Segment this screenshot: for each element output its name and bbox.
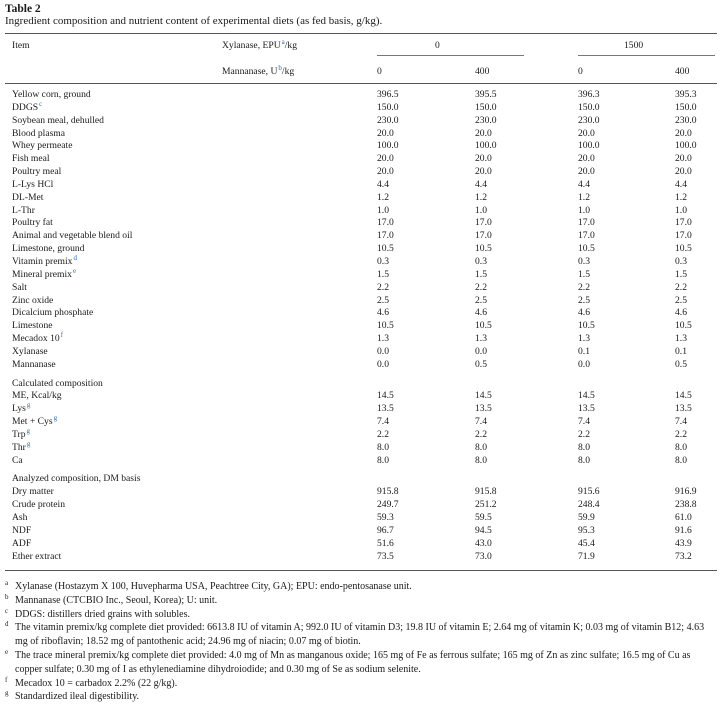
header-mannanase-level: 0 xyxy=(377,66,382,77)
row-label-text: Crude protein xyxy=(12,499,66,511)
cell-value: 45.4 xyxy=(578,537,595,549)
table-row xyxy=(0,455,722,468)
cell-value: 17.0 xyxy=(675,230,692,242)
footnote-ref: f xyxy=(60,330,64,339)
cell-value: 1.0 xyxy=(475,204,487,216)
cell-value: 1.5 xyxy=(578,268,590,280)
footnotes xyxy=(5,580,717,704)
cell-value: 249.7 xyxy=(377,499,399,511)
cell-value: 8.0 xyxy=(475,441,487,453)
cell-value: 20.0 xyxy=(377,153,394,165)
cell-value: 17.0 xyxy=(475,217,492,229)
cell-value: 915.8 xyxy=(475,486,497,498)
cell-value: 1.3 xyxy=(578,333,590,345)
section-title: Analyzed composition, DM basis xyxy=(12,473,141,485)
cell-value: 2.2 xyxy=(578,281,590,293)
footnote-ref: g xyxy=(26,426,31,435)
row-label-text: ME, Kcal/kg xyxy=(12,390,62,402)
cell-value: 17.0 xyxy=(578,230,595,242)
cell-value: 4.6 xyxy=(578,307,590,319)
footnote-mark: b xyxy=(5,592,9,601)
cell-value: 2.5 xyxy=(377,294,389,306)
cell-value: 20.0 xyxy=(675,153,692,165)
cell-value: 915.6 xyxy=(578,486,600,498)
cell-value: 2.2 xyxy=(675,428,687,440)
footnote-text: DDGS: distillers dried grains with solubles. xyxy=(15,608,190,620)
cell-value: 150.0 xyxy=(475,101,497,113)
table-row xyxy=(0,192,722,205)
row-label xyxy=(12,538,32,551)
cell-value: 100.0 xyxy=(675,140,697,152)
table-row xyxy=(0,346,722,359)
footnote-ref: g xyxy=(26,401,31,410)
cell-value: 0.0 xyxy=(377,345,389,357)
table-row xyxy=(0,253,722,269)
cell-value: 7.4 xyxy=(377,416,389,428)
row-label-text: Lys xyxy=(12,403,26,415)
table-row xyxy=(0,99,722,115)
cell-value: 230.0 xyxy=(377,114,399,126)
row-label xyxy=(12,346,49,359)
footnote xyxy=(5,677,717,691)
cell-value: 0.0 xyxy=(578,358,590,370)
footnote-text: The trace mineral premix/kg complete diet provided: 4.0 mg of Mn as manganous oxide; 165 mg of Fe as ferrous sulfate; 165 mg of Zn as zinc sulfate; 16.5 mg of Cu as copper sulfate; 0.30 mg of I as ethylenediamine dihydroiodide; and 0.30 mg of Se as sodium selenite. xyxy=(15,649,691,675)
row-label-text: Met + Cys xyxy=(12,416,53,428)
cell-value: 396.3 xyxy=(578,89,600,100)
header-mannanase-level: 400 xyxy=(475,66,490,77)
footnote-mark: f xyxy=(5,675,8,684)
table-number: Table 2 xyxy=(5,3,41,15)
header-xylanase-level-0: 0 xyxy=(435,40,440,51)
row-label xyxy=(12,253,77,269)
cell-value: 4.4 xyxy=(675,178,687,190)
cell-value: 230.0 xyxy=(475,114,497,126)
row-label-text: Ash xyxy=(12,512,28,523)
cell-value: 8.0 xyxy=(578,454,590,466)
table-row xyxy=(0,538,722,551)
section-title: Calculated composition xyxy=(12,377,103,389)
cell-value: 2.5 xyxy=(578,294,590,306)
footnote-text: Mannanase (CTCBIO Inc., Seoul, Korea); U: unit. xyxy=(15,594,218,606)
cell-value: 0.3 xyxy=(578,255,590,267)
header-mannanase xyxy=(222,63,295,77)
cell-value: 13.5 xyxy=(475,403,492,415)
cell-value: 100.0 xyxy=(475,140,497,152)
cell-value: 1.0 xyxy=(675,204,687,216)
row-label xyxy=(12,525,32,538)
cell-value: 150.0 xyxy=(377,101,399,113)
cell-value: 8.0 xyxy=(475,454,487,466)
cell-value: 7.4 xyxy=(675,416,687,428)
row-label xyxy=(12,205,36,218)
cell-value: 10.5 xyxy=(675,320,692,332)
section-analyzed xyxy=(0,473,722,486)
cell-value: 59.9 xyxy=(578,512,595,523)
cell-value: 13.5 xyxy=(377,403,394,415)
cell-value: 1.3 xyxy=(377,333,389,345)
row-label-text: Limestone, ground xyxy=(12,243,85,255)
row-label xyxy=(12,140,73,153)
cell-value: 43.0 xyxy=(475,537,492,549)
cell-value: 20.0 xyxy=(377,166,394,178)
table-row xyxy=(0,413,722,429)
cell-value: 4.4 xyxy=(377,178,389,190)
header-xylanase xyxy=(222,37,297,51)
header-bottom-rule xyxy=(5,83,717,84)
table-row xyxy=(0,153,722,166)
cell-value: 10.5 xyxy=(377,320,394,332)
cell-value: 0.0 xyxy=(475,345,487,357)
cell-value: 2.2 xyxy=(377,281,389,293)
header-mannanase-sup: b xyxy=(278,63,282,72)
row-label xyxy=(12,166,62,179)
header-mannanase-unit: /kg xyxy=(281,66,295,77)
calculated-rows xyxy=(0,390,722,467)
header-subrule-left xyxy=(377,55,524,56)
row-label-text: Xylanase xyxy=(12,345,48,357)
cell-value: 43.9 xyxy=(675,537,692,549)
table-row xyxy=(0,390,722,403)
footnote-mark: e xyxy=(5,647,9,656)
cell-value: 2.2 xyxy=(475,281,487,293)
cell-value: 96.7 xyxy=(377,524,394,536)
table-row xyxy=(0,128,722,141)
cell-value: 150.0 xyxy=(578,101,600,113)
row-label-text: Whey permeate xyxy=(12,140,73,152)
table-row xyxy=(0,205,722,218)
cell-value: 7.4 xyxy=(475,416,487,428)
table-top-rule xyxy=(5,33,717,34)
row-label-text: Dry matter xyxy=(12,486,54,498)
table-row xyxy=(0,525,722,538)
cell-value: 14.5 xyxy=(377,390,394,402)
cell-value: 94.5 xyxy=(475,524,492,536)
cell-value: 20.0 xyxy=(475,166,492,178)
cell-value: 4.4 xyxy=(578,178,590,190)
row-label xyxy=(12,551,62,564)
cell-value: 0.1 xyxy=(675,345,687,357)
cell-value: 14.5 xyxy=(675,390,692,402)
row-label xyxy=(12,403,30,416)
row-label-text: Mannanase xyxy=(12,358,56,370)
cell-value: 251.2 xyxy=(475,499,497,511)
cell-value: 230.0 xyxy=(578,114,600,126)
footnote-mark: d xyxy=(5,620,9,629)
row-label xyxy=(12,439,31,455)
row-label-text: Poultry meal xyxy=(12,166,62,178)
cell-value: 20.0 xyxy=(578,166,595,178)
row-label-text: Mineral premix xyxy=(12,268,72,280)
row-label-text: Zinc oxide xyxy=(12,294,54,306)
row-label-text: Soybean meal, dehulled xyxy=(12,114,104,126)
cell-value: 2.2 xyxy=(377,428,389,440)
row-label-text: ADF xyxy=(12,537,32,549)
row-label xyxy=(12,115,105,128)
cell-value: 0.5 xyxy=(475,358,487,370)
cell-value: 0.3 xyxy=(675,255,687,267)
cell-value: 4.6 xyxy=(475,307,487,319)
row-label xyxy=(12,512,28,525)
cell-value: 51.6 xyxy=(377,537,394,549)
row-label-text: Ca xyxy=(12,454,23,466)
row-label-text: DL-Met xyxy=(12,191,44,203)
cell-value: 1.2 xyxy=(578,191,590,203)
cell-value: 1.2 xyxy=(377,191,389,203)
row-label xyxy=(12,266,77,282)
footnote xyxy=(5,594,717,608)
cell-value: 395.3 xyxy=(675,89,697,100)
table-row xyxy=(0,295,722,308)
cell-value: 17.0 xyxy=(475,230,492,242)
row-label-text: Dicalcium phosphate xyxy=(12,307,94,319)
cell-value: 1.5 xyxy=(475,268,487,280)
footnote-ref: d xyxy=(73,253,77,262)
row-label xyxy=(12,413,58,429)
row-label xyxy=(12,330,64,346)
table-row xyxy=(0,512,722,525)
cell-value: 59.3 xyxy=(377,512,394,523)
table-row xyxy=(0,486,722,499)
cell-value: 4.6 xyxy=(377,307,389,319)
row-label xyxy=(12,89,92,102)
cell-value: 8.0 xyxy=(675,454,687,466)
row-label-text: L-Lys HCl xyxy=(12,178,54,190)
cell-value: 14.5 xyxy=(475,390,492,402)
cell-value: 0.3 xyxy=(475,255,487,267)
table-row xyxy=(0,330,722,346)
table-row xyxy=(0,217,722,230)
row-label-text: Mecadox 10 xyxy=(12,333,60,345)
cell-value: 2.2 xyxy=(675,281,687,293)
table-row xyxy=(0,243,722,256)
cell-value: 8.0 xyxy=(578,441,590,453)
cell-value: 20.0 xyxy=(675,166,692,178)
footnote-text: Mecadox 10 = carbadox 2.2% (22 g/kg). xyxy=(15,677,178,689)
row-label-text: Salt xyxy=(12,281,27,293)
cell-value: 71.9 xyxy=(578,550,595,562)
cell-value: 17.0 xyxy=(675,217,692,229)
cell-value: 20.0 xyxy=(475,127,492,139)
cell-value: 2.5 xyxy=(675,294,687,306)
row-label xyxy=(12,230,133,243)
header-xylanase-level-1500: 1500 xyxy=(624,40,644,51)
cell-value: 1.5 xyxy=(675,268,687,280)
header-xylanase-sup: a xyxy=(281,37,285,46)
cell-value: 20.0 xyxy=(475,153,492,165)
cell-value: 91.6 xyxy=(675,524,692,536)
cell-value: 916.9 xyxy=(675,486,697,498)
footnote-ref: e xyxy=(72,266,77,275)
cell-value: 1.2 xyxy=(675,191,687,203)
header-xylanase-unit: /kg xyxy=(284,40,297,51)
table-row xyxy=(0,499,722,512)
cell-value: 7.4 xyxy=(578,416,590,428)
row-label-text: Vitamin premix xyxy=(12,255,73,267)
cell-value: 8.0 xyxy=(675,441,687,453)
row-label xyxy=(12,390,63,403)
cell-value: 20.0 xyxy=(675,127,692,139)
row-label xyxy=(12,307,94,320)
cell-value: 13.5 xyxy=(578,403,595,415)
cell-value: 238.8 xyxy=(675,499,697,511)
row-label-text: NDF xyxy=(12,524,32,536)
cell-value: 1.5 xyxy=(377,268,389,280)
cell-value: 395.5 xyxy=(475,89,497,100)
cell-value: 8.0 xyxy=(377,454,389,466)
cell-value: 10.5 xyxy=(475,243,492,255)
ingredient-rows xyxy=(0,89,722,372)
footnote-mark: g xyxy=(5,689,9,698)
footnote-text: Xylanase (Hostazym X 100, Huvepharma USA, Peachtree City, GA); EPU: endo-pentosanase unit. xyxy=(15,581,412,592)
row-label-text: Blood plasma xyxy=(12,127,66,139)
footnote-ref: c xyxy=(39,99,43,108)
cell-value: 10.5 xyxy=(675,243,692,255)
cell-value: 17.0 xyxy=(578,217,595,229)
footnote xyxy=(5,690,717,704)
cell-value: 13.5 xyxy=(675,403,692,415)
cell-value: 2.2 xyxy=(475,428,487,440)
row-label xyxy=(12,486,55,499)
row-label-text: Trp xyxy=(12,428,26,440)
footnote-ref: g xyxy=(53,413,58,422)
row-label xyxy=(12,295,54,308)
cell-value: 10.5 xyxy=(377,243,394,255)
cell-value: 4.4 xyxy=(475,178,487,190)
header-subrule-right xyxy=(578,55,715,56)
header-mannanase-level: 400 xyxy=(675,66,690,77)
cell-value: 2.5 xyxy=(475,294,487,306)
cell-value: 1.3 xyxy=(675,333,687,345)
row-label xyxy=(12,99,43,115)
cell-value: 59.5 xyxy=(475,512,492,523)
footnote xyxy=(5,621,717,649)
cell-value: 1.3 xyxy=(475,333,487,345)
table-row xyxy=(0,166,722,179)
header-mannanase-label: Mannanase, U xyxy=(222,66,278,77)
cell-value: 0.3 xyxy=(377,255,389,267)
table-row xyxy=(0,307,722,320)
footnote-ref: g xyxy=(26,439,31,448)
table-row xyxy=(0,426,722,442)
table-row xyxy=(0,320,722,333)
cell-value: 396.5 xyxy=(377,89,399,100)
row-label xyxy=(12,192,44,205)
table-bottom-rule xyxy=(5,570,717,571)
cell-value: 1.2 xyxy=(475,191,487,203)
cell-value: 20.0 xyxy=(578,127,595,139)
row-label-text: DDGS xyxy=(12,101,39,113)
table-body xyxy=(0,89,722,563)
cell-value: 4.6 xyxy=(675,307,687,319)
table-row xyxy=(0,266,722,282)
row-label xyxy=(12,128,66,141)
footnote xyxy=(5,608,717,622)
table-row xyxy=(0,551,722,564)
row-label xyxy=(12,179,54,192)
table-row xyxy=(0,115,722,128)
footnote-text: Standardized ileal digestibility. xyxy=(15,691,140,703)
row-label xyxy=(12,499,66,512)
cell-value: 0.1 xyxy=(578,345,590,357)
cell-value: 95.3 xyxy=(578,524,595,536)
cell-value: 10.5 xyxy=(475,320,492,332)
row-label xyxy=(12,359,57,372)
row-label xyxy=(12,282,28,295)
cell-value: 73.5 xyxy=(377,550,394,562)
table-row xyxy=(0,179,722,192)
footnote xyxy=(5,580,717,594)
row-label-text: Thr xyxy=(12,441,26,453)
cell-value: 150.0 xyxy=(675,101,697,113)
footnote-text: The vitamin premix/kg complete diet provided: 6613.8 IU of vitamin A; 992.0 IU of vitamin D3; 19.8 IU of vitamin E; 2.64 mg of vitamin K; 0.03 mg of vitamin B12; 4.63 mg of riboflavin; 18.52 mg of pantothenic acid; 24.96 mg of niacin; 0.07 mg of biotin. xyxy=(15,622,705,648)
cell-value: 10.5 xyxy=(578,320,595,332)
cell-value: 1.0 xyxy=(377,204,389,216)
cell-value: 2.2 xyxy=(578,428,590,440)
cell-value: 20.0 xyxy=(578,153,595,165)
row-label xyxy=(12,320,54,333)
table-row xyxy=(0,439,722,455)
row-label-text: Yellow corn, ground xyxy=(12,89,91,100)
section-calculated xyxy=(0,378,722,391)
row-label-text: Poultry fat xyxy=(12,217,53,229)
header-item: Item xyxy=(12,40,30,51)
cell-value: 17.0 xyxy=(377,230,394,242)
row-label-text: Ether extract xyxy=(12,550,62,562)
cell-value: 1.0 xyxy=(578,204,590,216)
analyzed-rows xyxy=(0,486,722,563)
row-label xyxy=(12,455,24,468)
cell-value: 17.0 xyxy=(377,217,394,229)
cell-value: 10.5 xyxy=(578,243,595,255)
cell-value: 73.0 xyxy=(475,550,492,562)
row-label-text: Fish meal xyxy=(12,153,50,165)
header-mannanase-level: 0 xyxy=(578,66,583,77)
footnote xyxy=(5,649,717,677)
row-label-text: Limestone xyxy=(12,320,53,332)
footnote-mark: a xyxy=(5,579,9,587)
cell-value: 8.0 xyxy=(377,441,389,453)
cell-value: 100.0 xyxy=(578,140,600,152)
table-row xyxy=(0,282,722,295)
cell-value: 915.8 xyxy=(377,486,399,498)
row-label xyxy=(12,153,51,166)
table-row xyxy=(0,140,722,153)
cell-value: 0.5 xyxy=(675,358,687,370)
row-label xyxy=(12,217,54,230)
table-row xyxy=(0,230,722,243)
cell-value: 230.0 xyxy=(675,114,697,126)
table-row xyxy=(0,403,722,416)
cell-value: 0.0 xyxy=(377,358,389,370)
cell-value: 73.2 xyxy=(675,550,692,562)
cell-value: 20.0 xyxy=(377,127,394,139)
header-xylanase-label: Xylanase, EPU xyxy=(222,40,281,51)
table-row xyxy=(0,89,722,102)
cell-value: 61.0 xyxy=(675,512,692,523)
row-label-text: Animal and vegetable blend oil xyxy=(12,230,133,242)
footnote-mark: c xyxy=(5,606,9,615)
cell-value: 14.5 xyxy=(578,390,595,402)
table-row xyxy=(0,359,722,372)
cell-value: 248.4 xyxy=(578,499,600,511)
row-label-text: L-Thr xyxy=(12,204,35,216)
cell-value: 100.0 xyxy=(377,140,399,152)
table-caption: Ingredient composition and nutrient content of experimental diets (as fed basis, g/kg). xyxy=(5,15,383,27)
